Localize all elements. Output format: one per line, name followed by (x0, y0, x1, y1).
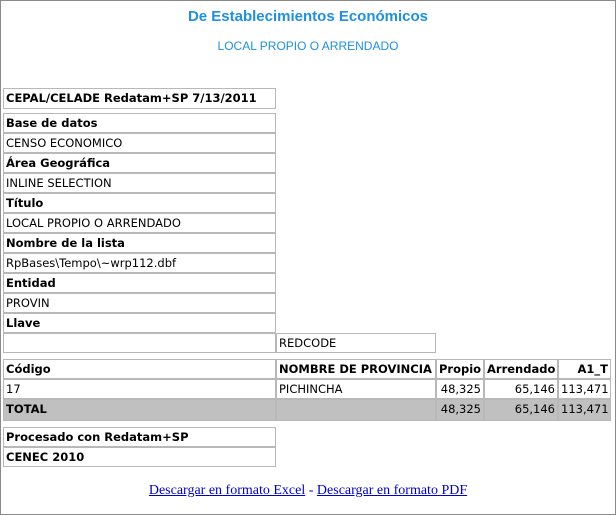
table-row-a1t: 113,471 (558, 379, 611, 399)
page-subtitle: LOCAL PROPIO O ARRENDADO (217, 39, 399, 53)
entidad-value: PROVIN (3, 293, 276, 313)
total-a1t: 113,471 (558, 399, 611, 421)
titulo-value: LOCAL PROPIO O ARRENDADO (3, 213, 276, 233)
lista-value: RpBases\Tempo\~wrp112.dbf (3, 253, 276, 273)
link-separator: - (305, 483, 317, 498)
total-label: TOTAL (3, 399, 276, 421)
download-links (0, 483, 616, 499)
col-header-propio: Propio (436, 359, 484, 379)
col-header-codigo: Código (3, 359, 276, 379)
col-header-provincia: NOMBRE DE PROVINCIA (276, 359, 436, 379)
total-arrendado: 65,146 (484, 399, 558, 421)
col-header-a1t: A1_T (558, 359, 611, 379)
llave-empty-cell (3, 333, 276, 353)
page-title: De Establecimientos Económicos (187, 8, 429, 25)
download-pdf-link[interactable]: Descargar en formato PDF (316, 483, 468, 498)
total-provincia (276, 399, 436, 421)
lista-label: Nombre de la lista (3, 233, 276, 253)
download-excel-link[interactable]: Descargar en formato Excel (148, 483, 306, 498)
titulo-label: Título (3, 193, 276, 213)
area-label: Área Geográfica (3, 153, 276, 173)
source-cell: CEPAL/CELADE Redatam+SP 7/13/2011 (3, 88, 276, 109)
table-row-provincia: PICHINCHA (276, 379, 436, 399)
table-row-codigo: 17 (3, 379, 276, 399)
base-value: CENSO ECONOMICO (3, 133, 276, 153)
base-label: Base de datos (3, 113, 276, 133)
table-row-arrendado: 65,146 (484, 379, 558, 399)
entidad-label: Entidad (3, 273, 276, 293)
processed-label: Procesado con Redatam+SP (3, 427, 276, 447)
llave-value: REDCODE (276, 333, 436, 353)
area-value: INLINE SELECTION (3, 173, 276, 193)
llave-label: Llave (3, 313, 276, 333)
total-propio: 48,325 (436, 399, 484, 421)
table-row-propio: 48,325 (436, 379, 484, 399)
cenec-label: CENEC 2010 (3, 447, 276, 467)
col-header-arrendado: Arrendado (484, 359, 558, 379)
